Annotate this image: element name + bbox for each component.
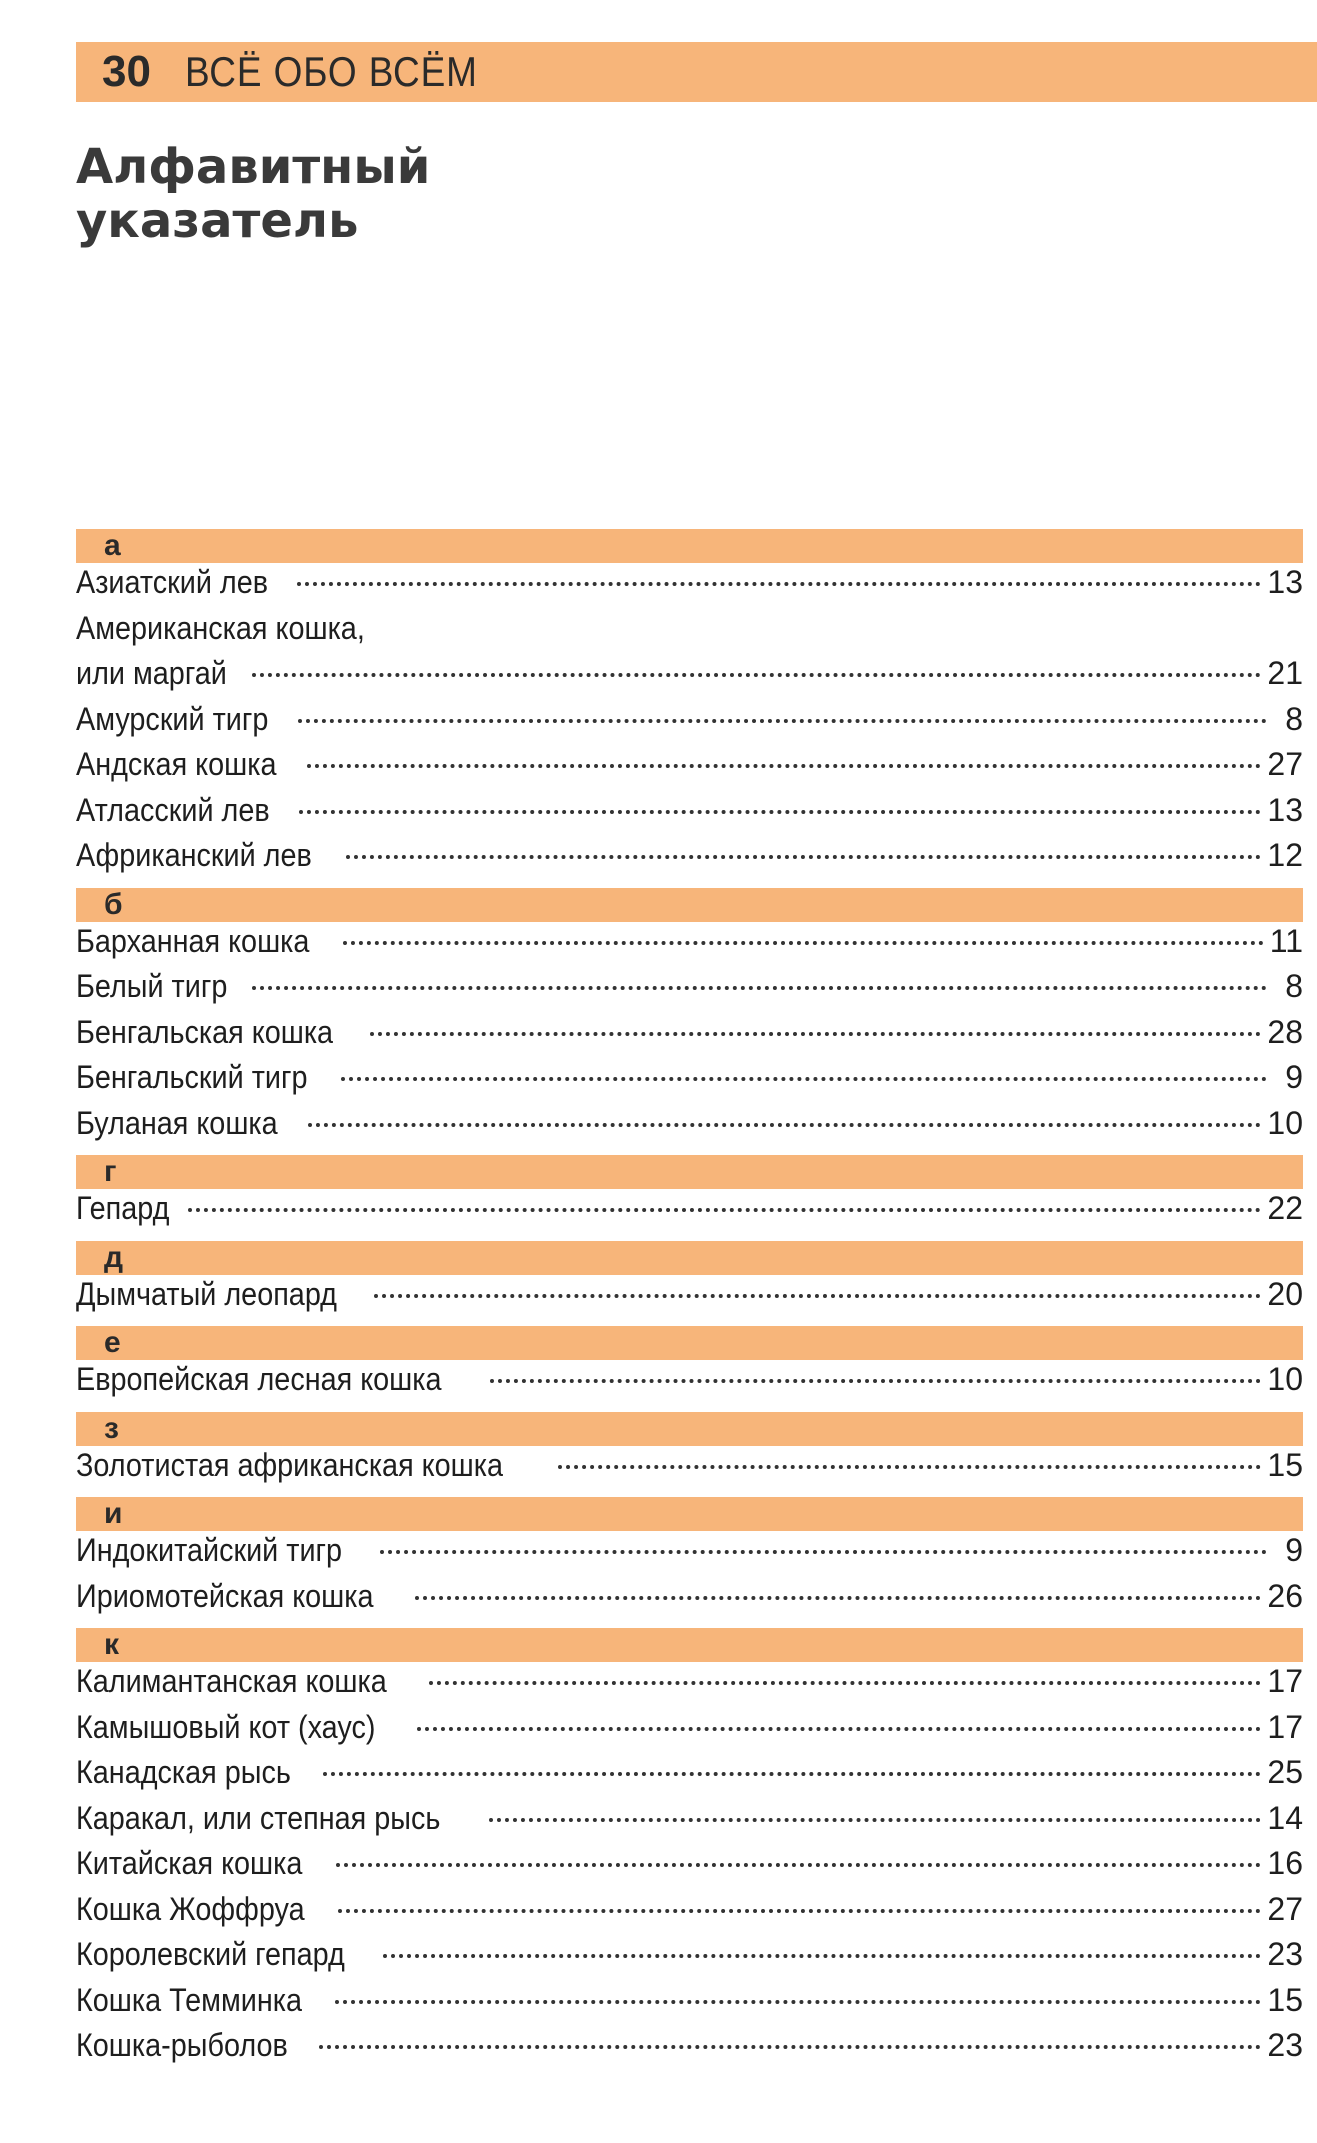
entry-name: Королевский гепард bbox=[76, 1936, 345, 1972]
entry-name: Гепард bbox=[76, 1190, 170, 1226]
entry-name: Андская кошка bbox=[76, 746, 277, 782]
entry-page-number: 10 bbox=[1267, 1104, 1303, 1141]
entry-name: Белый тигр bbox=[76, 968, 228, 1004]
entry-name: Буланая кошка bbox=[76, 1104, 278, 1141]
entry-page-number: 13 bbox=[1267, 791, 1303, 828]
entry-page-number: 23 bbox=[1267, 1936, 1303, 1972]
entry-name: Ириомотейская кошка bbox=[76, 1577, 374, 1614]
dot-leader bbox=[319, 2045, 1261, 2049]
entry-page-number: 8 bbox=[1285, 968, 1303, 1004]
entry-page-number: 26 bbox=[1267, 1577, 1303, 1614]
entry-page-number: 17 bbox=[1267, 1708, 1303, 1745]
index-entry bbox=[76, 968, 1303, 1014]
index-entry bbox=[76, 1361, 1303, 1407]
entry-name: Бенгальский тигр bbox=[76, 1059, 308, 1095]
alphabetical-index bbox=[76, 524, 1303, 2073]
entry-name: Азиатский лев bbox=[76, 564, 269, 600]
entry-name: Канадская рысь bbox=[76, 1754, 291, 1790]
entry-name: Европейская лесная кошка bbox=[76, 1361, 442, 1397]
index-entry bbox=[76, 1936, 1303, 1982]
entry-page-number: 20 bbox=[1267, 1275, 1303, 1312]
dot-leader bbox=[298, 719, 1267, 723]
entry-page-number: 10 bbox=[1267, 1361, 1303, 1397]
dot-leader bbox=[346, 855, 1261, 859]
section-letter-bar bbox=[76, 529, 1303, 563]
entry-name: Барханная кошка bbox=[76, 922, 310, 959]
entry-page-number: 9 bbox=[1285, 1059, 1303, 1095]
section-letter-bar bbox=[76, 1628, 1303, 1662]
entry-name: Кошка Темминка bbox=[76, 1981, 302, 2018]
section-letter-bar bbox=[76, 1326, 1303, 1360]
index-entry bbox=[76, 564, 1303, 610]
index-entry bbox=[76, 837, 1303, 883]
dot-leader bbox=[307, 764, 1262, 768]
entry-page-number: 14 bbox=[1267, 1799, 1303, 1836]
entry-name: Бенгальская кошка bbox=[76, 1013, 334, 1050]
dot-leader bbox=[383, 1954, 1262, 1958]
entry-name: Камышовый кот (хаус) bbox=[76, 1708, 376, 1745]
page-title-line-1: Алфавитный bbox=[76, 139, 431, 195]
entry-name: Каракал, или степная рысь bbox=[76, 1799, 441, 1836]
dot-leader bbox=[336, 1863, 1262, 1867]
index-entry bbox=[76, 1447, 1303, 1493]
dot-leader bbox=[252, 986, 1267, 990]
section-letter: к bbox=[104, 1628, 120, 1661]
entry-name: Амурский тигр bbox=[76, 700, 269, 737]
index-entry bbox=[76, 1982, 1303, 2028]
section-letter-bar bbox=[76, 1412, 1303, 1446]
entry-name: Африканский лев bbox=[76, 837, 312, 873]
dot-leader bbox=[338, 1909, 1261, 1913]
entry-page-number: 15 bbox=[1267, 1446, 1303, 1483]
index-entry bbox=[76, 1800, 1303, 1846]
entry-name: Дымчатый леопард bbox=[76, 1275, 337, 1312]
index-entry bbox=[76, 1190, 1303, 1236]
dot-leader bbox=[252, 673, 1262, 677]
section-letter: з bbox=[104, 1411, 119, 1445]
dot-leader bbox=[490, 1379, 1261, 1383]
index-entry bbox=[76, 1059, 1303, 1105]
dot-leader bbox=[323, 1772, 1262, 1776]
index-entry bbox=[76, 746, 1303, 792]
entry-name: Кошка-рыболов bbox=[76, 2027, 288, 2063]
entry-page-number: 27 bbox=[1267, 1890, 1303, 1927]
entry-page-number: 8 bbox=[1285, 700, 1303, 737]
dot-leader bbox=[417, 1727, 1262, 1731]
dot-leader bbox=[429, 1681, 1261, 1685]
entry-page-number: 27 bbox=[1267, 746, 1303, 782]
entry-page-number: 15 bbox=[1267, 1981, 1303, 2018]
dot-leader bbox=[299, 810, 1261, 814]
section-letter: и bbox=[104, 1497, 123, 1530]
dot-leader bbox=[343, 941, 1263, 945]
dot-leader bbox=[415, 1596, 1262, 1600]
section-letter: г bbox=[104, 1155, 117, 1188]
index-entry bbox=[76, 1891, 1303, 1937]
entry-page-number: 25 bbox=[1267, 1754, 1303, 1790]
running-header bbox=[76, 42, 1317, 102]
page-title bbox=[76, 140, 430, 248]
index-entry bbox=[76, 792, 1303, 838]
index-entry bbox=[76, 1532, 1303, 1578]
page-number: 30 bbox=[102, 47, 151, 96]
index-entry bbox=[76, 923, 1303, 969]
dot-leader bbox=[188, 1208, 1262, 1212]
entry-name: Китайская кошка bbox=[76, 1845, 303, 1881]
section-letter: б bbox=[104, 887, 123, 921]
dot-leader bbox=[335, 2000, 1261, 2004]
entry-page-number: 11 bbox=[1269, 922, 1303, 959]
entry-page-number: 9 bbox=[1285, 1532, 1303, 1568]
entry-name: Кошка Жоффруа bbox=[76, 1890, 305, 1927]
page-title-line-2: указатель bbox=[76, 193, 359, 249]
index-entry bbox=[76, 1578, 1303, 1624]
index-entry bbox=[76, 1754, 1303, 1800]
entry-page-number: 23 bbox=[1267, 2027, 1303, 2063]
entry-name: Калимантанская кошка bbox=[76, 1663, 387, 1699]
entry-page-number: 22 bbox=[1267, 1190, 1303, 1226]
dot-leader bbox=[380, 1550, 1267, 1554]
section-letter-bar bbox=[76, 1241, 1303, 1275]
index-entry bbox=[76, 1276, 1303, 1322]
index-entry bbox=[76, 1105, 1303, 1151]
dot-leader bbox=[341, 1077, 1267, 1081]
entry-page-number: 28 bbox=[1267, 1013, 1303, 1050]
index-entry bbox=[76, 1663, 1303, 1709]
index-entry bbox=[76, 701, 1303, 747]
dot-leader bbox=[558, 1465, 1261, 1469]
index-entry bbox=[76, 2027, 1303, 2073]
dot-leader bbox=[297, 582, 1261, 586]
entry-name: Американская кошка, bbox=[76, 609, 365, 646]
dot-leader bbox=[308, 1123, 1261, 1127]
running-title: ВСЁ ОБО ВСЁМ bbox=[184, 48, 478, 95]
dot-leader bbox=[374, 1294, 1261, 1298]
entry-name: Индокитайский тигр bbox=[76, 1532, 343, 1568]
index-entry bbox=[76, 610, 1303, 656]
section-letter-bar bbox=[76, 1155, 1303, 1189]
section-letter-bar bbox=[76, 1497, 1303, 1531]
dot-leader bbox=[370, 1032, 1262, 1036]
index-entry bbox=[76, 1709, 1303, 1755]
entry-name: или маргай bbox=[76, 655, 227, 691]
entry-name: Золотистая африканская кошка bbox=[76, 1446, 503, 1483]
section-letter: д bbox=[104, 1240, 124, 1274]
index-entry bbox=[76, 1845, 1303, 1891]
section-letter: а bbox=[104, 529, 121, 562]
entry-name: Атласский лев bbox=[76, 791, 270, 828]
entry-page-number: 17 bbox=[1267, 1663, 1303, 1699]
section-letter-bar bbox=[76, 888, 1303, 922]
entry-page-number: 21 bbox=[1267, 655, 1303, 691]
entry-page-number: 16 bbox=[1267, 1845, 1303, 1881]
section-letter: е bbox=[104, 1326, 121, 1359]
dot-leader bbox=[489, 1818, 1262, 1822]
entry-page-number: 13 bbox=[1267, 564, 1303, 600]
index-entry bbox=[76, 1014, 1303, 1060]
entry-page-number: 12 bbox=[1267, 837, 1303, 873]
index-entry bbox=[76, 655, 1303, 701]
